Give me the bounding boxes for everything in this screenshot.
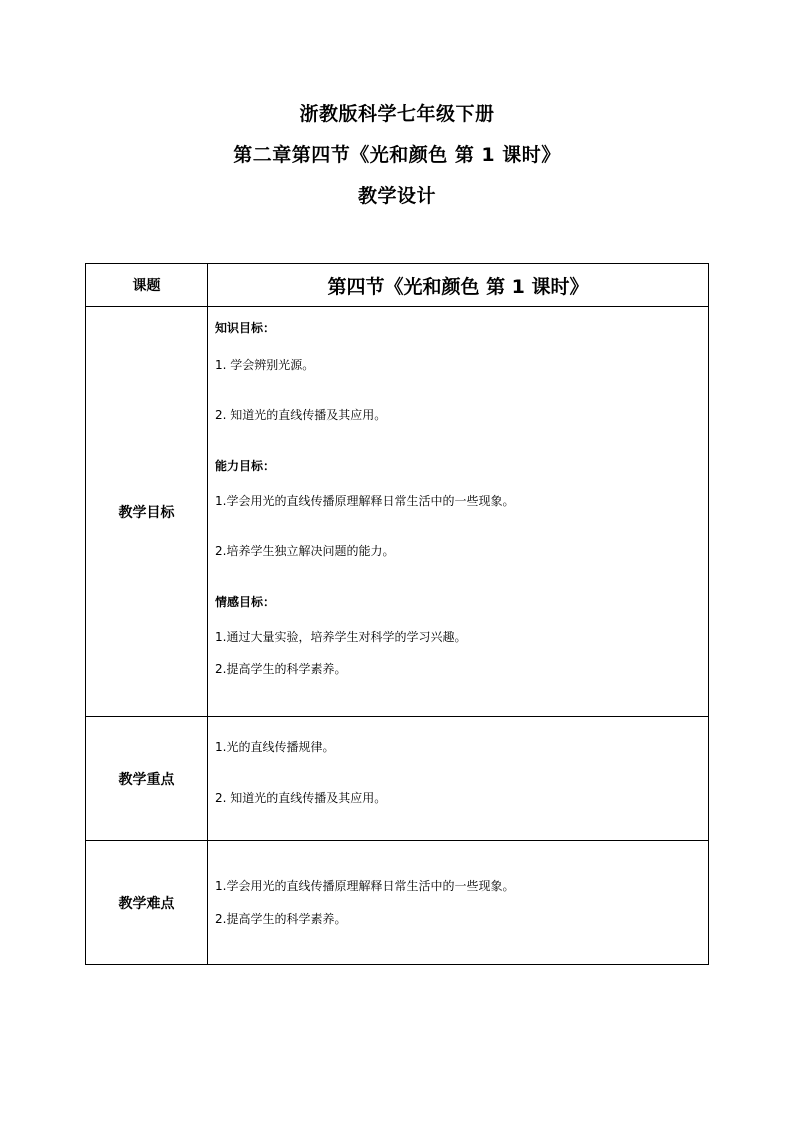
knowledge-item: 2. 知道光的直线传播及其应用。: [215, 408, 387, 422]
key-point-item: 2. 知道光的直线传播及其应用。: [215, 791, 387, 805]
key-points-content: [208, 717, 708, 840]
key-point-item: 1.光的直线传播规律。: [215, 740, 335, 754]
table-row-objectives: [86, 307, 709, 717]
key-points-label: 教学重点: [86, 717, 208, 841]
difficulty-item: 2.提高学生的科学素养。: [215, 912, 347, 926]
objectives-label: 教学目标: [86, 307, 208, 717]
lesson-plan-table: [85, 263, 709, 965]
knowledge-item: 1. 学会辨别光源。: [215, 358, 315, 372]
ability-heading: 能力目标：: [215, 459, 276, 473]
difficulties-cell: [208, 841, 709, 965]
knowledge-heading: 知识目标：: [215, 321, 276, 335]
topic-value: 第四节《光和颜色 第 1 课时》: [208, 264, 709, 307]
topic-label: 课题: [86, 264, 208, 307]
difficulties-content: [208, 841, 708, 964]
difficulties-label: 教学难点: [86, 841, 208, 965]
table-row-key-points: [86, 717, 709, 841]
ability-item: 1.学会用光的直线传播原理解释日常生活中的一些现象。: [215, 494, 515, 508]
objectives-content: [208, 307, 708, 716]
emotion-item: 1.通过大量实验，培养学生对科学的学习兴趣。: [215, 630, 467, 644]
emotion-item: 2.提高学生的科学素养。: [215, 662, 347, 676]
emotion-heading: 情感目标：: [215, 595, 276, 609]
ability-item: 2.培养学生独立解决问题的能力。: [215, 544, 395, 558]
design-title: 教学设计: [357, 185, 436, 207]
document-title-block: [0, 104, 794, 227]
difficulty-item: 1.学会用光的直线传播原理解释日常生活中的一些现象。: [215, 879, 515, 893]
objectives-cell: [208, 307, 709, 717]
key-points-cell: [208, 717, 709, 841]
textbook-title: 浙教版科学七年级下册: [299, 103, 495, 125]
chapter-title: 第二章第四节《光和颜色 第 1 课时》: [233, 144, 561, 166]
table-row-difficulties: [86, 841, 709, 965]
table-row-topic: [86, 264, 709, 307]
